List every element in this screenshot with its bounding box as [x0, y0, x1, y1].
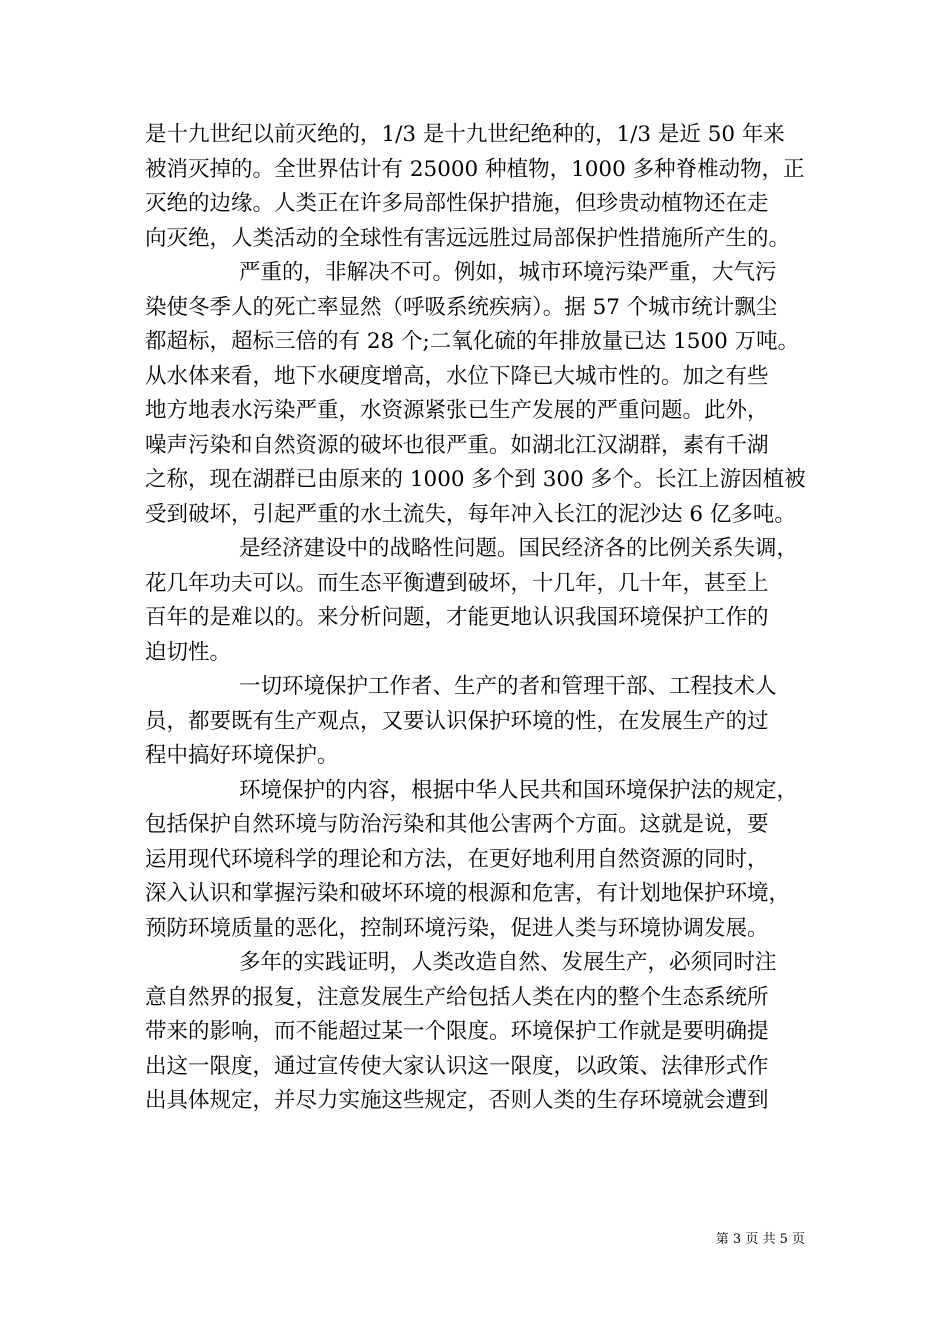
- text-line: 员，都要既有生产观点，又要认识保护环境的性，在发展生产的过: [145, 708, 769, 734]
- text-line: 严重的，非解决不可。例如，城市环境污染严重，大气污: [239, 260, 777, 285]
- text-line: 出具体规定，并尽力实施这些规定，否则人类的生存环境就会遭到: [145, 1088, 769, 1113]
- text-line: 都超标，超标三倍的有 28 个;二氧化硫的年排放量已达 1500 万吨。: [145, 329, 800, 354]
- text-line: 是十九世纪以前灭绝的，1/3 是十九世纪绝种的，1/3 是近 50 年来: [145, 122, 785, 147]
- text-line: 迫切性。: [145, 639, 232, 665]
- text-line: 向灭绝，人类活动的全球性有害远远胜过局部保护性措施所产生的。: [145, 225, 791, 251]
- paragraph-2: [145, 256, 810, 532]
- text-line: 从水体来看，地下水硬度增高，水位下降已大城市性的。加之有些: [145, 363, 769, 389]
- text-line: 之称，现在湖群已由原来的 1000 多个到 300 多个。长江上游因植被: [145, 467, 806, 492]
- text-line: 多年的实践证明，人类改造自然、发展生产，必须同时注: [239, 950, 777, 975]
- paragraph-1: [145, 118, 810, 256]
- text-line: 受到破坏，引起严重的水土流失，每年冲入长江的泥沙达 6 亿多吨。: [145, 501, 796, 527]
- text-line: 染使冬季人的死亡率显然（呼吸系统疾病）。据 57 个城市统计飘尘: [145, 294, 778, 320]
- text-line: 运用现代环境科学的理论和方法，在更好地利用自然资源的同时，: [145, 846, 769, 872]
- paragraph-3: [145, 532, 810, 670]
- text-line: 一切环境保护工作者、生产的者和管理干部、工程技术人: [239, 674, 777, 699]
- text-line: 被消灭掉的。全世界估计有 25000 种植物，1000 多种脊椎动物，正: [145, 156, 805, 182]
- text-line: 包括保护自然环境与防治污染和其他公害两个方面。这就是说，要: [145, 812, 769, 837]
- body-text: [145, 118, 810, 1119]
- text-line: 地方地表水污染严重，水资源紧张已生产发展的严重问题。此外，: [145, 398, 769, 423]
- text-line: 出这一限度，通过宣传使大家认识这一限度，以政策、法律形式作: [145, 1053, 769, 1079]
- text-line: 是经济建设中的战略性问题。国民经济各的比例关系失调，: [239, 536, 799, 561]
- text-line: 噪声污染和自然资源的破坏也很严重。如湖北江汉湖群，素有千湖: [145, 432, 769, 458]
- text-line: 灭绝的边缘。人类正在许多局部性保护措施，但珍贵动植物还在走: [145, 191, 769, 216]
- paragraph-5: [145, 774, 810, 947]
- paragraph-6: [145, 946, 810, 1119]
- text-line: 意自然界的报复，注意发展生产给包括人类在内的整个生态系统所: [145, 984, 769, 1010]
- text-line: 程中搞好环境保护。: [145, 743, 339, 768]
- text-line: 预防环境质量的恶化，控制环境污染，促进人类与环境协调发展。: [145, 915, 769, 941]
- text-line: 深入认识和掌握污染和破坏环境的根源和危害，有计划地保护环境，: [145, 881, 791, 906]
- text-line: 环境保护的内容，根据中华人民共和国环境保护法的规定，: [239, 777, 799, 803]
- page-number-footer: 第 3 页 共 5 页: [715, 1232, 805, 1247]
- text-line: 带来的影响，而不能超过某一个限度。环境保护工作就是要明确提: [145, 1019, 769, 1044]
- paragraph-4: [145, 670, 810, 774]
- text-line: 百年的是难以的。来分析问题，才能更地认识我国环境保护工作的: [145, 605, 769, 630]
- text-line: 花几年功夫可以。而生态平衡遭到破坏，十几年，几十年，甚至上: [145, 570, 769, 596]
